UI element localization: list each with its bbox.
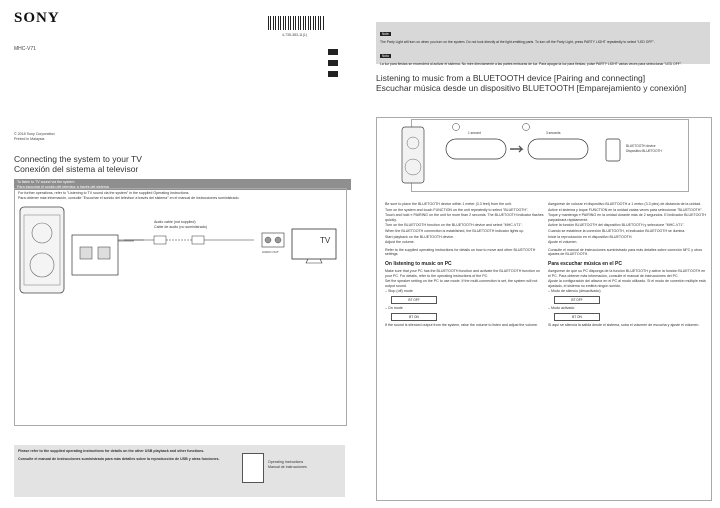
more-info-text: Please refer to the supplied operating instructions for details on the other USB playback and other functions. Consulte el manual de instrucciones suministrado para más detalles sobre la reproducción de USB y otras funciones. bbox=[18, 449, 220, 461]
warning-text-es: La luz para fiestas se encenderá al activar el sistema. No mire directamente a las partes emisoras de luz. Para apagar la luz para fiestas, pulse PARTY LIGHT varias veces para seleccionar "LED OFF". bbox=[380, 62, 682, 67]
connection-diagram bbox=[14, 205, 345, 295]
model-number: MHC-V71 bbox=[14, 46, 36, 52]
book-icon bbox=[242, 453, 264, 483]
tv-port-label: AUDIO OUT bbox=[262, 250, 279, 254]
display-readout: BT ON bbox=[391, 313, 437, 321]
cable-plug bbox=[154, 236, 166, 244]
step-item: Toque y mantenga ≡ PAIRING en la unidad durante más de 2 segundos. El indicador BLUETOOTH parpadeará rápidamente. bbox=[548, 213, 706, 222]
bluetooth-heading bbox=[376, 73, 710, 93]
step-item: Start playback on the BLUETOOTH device. bbox=[385, 234, 455, 239]
cable-label-es: Cable de audio (no suministrado) bbox=[154, 225, 207, 229]
device-label-en: BLUETOOTH device bbox=[626, 144, 656, 148]
step-item: Adjust the volume. bbox=[385, 240, 415, 245]
bluetooth-title-en: Listening to music from a BLUETOOTH device [Pairing and connecting] bbox=[376, 73, 646, 83]
step-item: Cuando se establece la conexión BLUETOOTH, el indicador BLUETOOTH se ilumina. bbox=[548, 228, 686, 233]
smartphone-icon bbox=[606, 139, 620, 161]
language-badge bbox=[328, 49, 338, 55]
connect-section-bar: To listen to TV sound via the system Para escuchar el sonido del televisor a través del sistema bbox=[14, 179, 351, 190]
pc-heading-es: Para escuchar música en el PC bbox=[548, 260, 622, 267]
step-item: Touch and hold ≡ PAIRING on the unit for more than 2 seconds. The BLUETOOTH indicator flashes quickly. bbox=[385, 213, 544, 222]
pairing-diagram bbox=[376, 117, 710, 197]
connect-title-en: Connecting the system to your TV bbox=[14, 154, 142, 164]
device-label-es: Dispositivo BLUETOOTH bbox=[626, 149, 662, 153]
note-tag-en: Note bbox=[382, 32, 389, 36]
speaker-unit-illustration bbox=[20, 207, 64, 293]
step-2-duration: 3 seconds bbox=[546, 131, 561, 135]
step-item: When the BLUETOOTH connection is established, the BLUETOOTH indicator lights up. bbox=[385, 228, 525, 233]
language-badges bbox=[328, 49, 338, 82]
display-readout: BT ON bbox=[554, 313, 600, 321]
party-light-warning bbox=[376, 22, 710, 67]
connect-title-es: Conexión del sistema al televisor bbox=[14, 164, 139, 174]
step-2-marker bbox=[523, 124, 530, 131]
speaker-unit-illustration bbox=[402, 127, 424, 183]
connect-instructions: For further operations, refer to "Listening to TV sound via the system" in the supplied Operating Instructions. Para obtener más información, consulte "Escuchar el sonido del televisor a través del sistema" en el manual de instrucciones suministrado. bbox=[18, 191, 240, 200]
display-readout: BT OFF bbox=[391, 296, 437, 304]
note-tag-es: Nota bbox=[382, 54, 389, 59]
step-item: Turn on the BLUETOOTH function on the BLUETOOTH device and select "MHC-V71". bbox=[385, 223, 523, 228]
cable-label-en: Audio cable (not supplied) bbox=[154, 220, 196, 224]
rear-panel-closeup bbox=[72, 235, 118, 275]
bluetooth-instructions-en: Be sure to place the BLUETOOTH device within 1 meter (3.3 feet) from the unit. Turn on the system and touch FUNCTION on the unit repeatedly to select "BLUETOOTH". Touch and hold ≡ PAIRING on the unit for more than 2 seconds. The BLUETOOTH indicator flashes quickly. Turn on the BLUETOOTH function on the BLUETOOTH device and select "MHC-V71". When the BLUETOOTH connection is established, the BLUETOOTH indicator lights up. Start playback on the BLUETOOTH device. Adjust the volume. Refer to the supplied operating instructions for details on how to move and other BLUETOOTH settings. On listening to music on PC Make sure that your PC has the BLUETOOTH function and activate the BLUETOOTH function on your PC. For details, refer to the operating instructions of the PC. Set the speaker setting on the PC to use mode. If the multi-connection is set, the system will not output sound. – Stop (off) mode BT OFF – On mode BT ON If the sound is silenced output from the system, raise the volume to listen and adjust the volume. bbox=[385, 202, 544, 327]
arrow-icon bbox=[510, 146, 522, 152]
step-item: Ajuste el volumen. bbox=[548, 240, 578, 245]
tv-label: TV bbox=[320, 236, 331, 245]
step-item: Active la función BLUETOOTH del dispositivo BLUETOOTH y seleccione "MHC-V71". bbox=[548, 223, 685, 228]
bluetooth-title-es: Escuchar música desde un dispositivo BLUETOOTH [Emparejamiento y conexión] bbox=[376, 83, 687, 93]
language-badge bbox=[328, 71, 338, 77]
operating-instructions-label: Operating Instructions Manual de instrucciones bbox=[268, 460, 307, 469]
function-button-closeup bbox=[446, 139, 506, 159]
part-number: 4-735-383-11(1) bbox=[282, 33, 308, 37]
step-1-duration: 1 second bbox=[468, 131, 481, 135]
step-item: Inicie la reproducción en el dispositivo BLUETOOTH. bbox=[548, 234, 633, 239]
display-readout: BT OFF bbox=[554, 296, 600, 304]
pc-heading-en: On listening to music on PC bbox=[385, 260, 452, 267]
language-badge bbox=[328, 60, 338, 66]
sony-logo: SONY bbox=[14, 10, 60, 26]
copyright: © 2018 Sony Corporation Printed in Malaysia bbox=[14, 132, 55, 141]
bluetooth-instructions-es: Asegúrese de colocar el dispositivo BLUETOOTH a 1 metro (3.3 pies) de distancia de la unidad. Active el sistema y toque FUNCTION en la unidad varias veces para seleccionar "BLUETOOTH". Toque y mantenga ≡ PAIRING en la unidad durante más de 2 segundos. El indicador BLUETOOTH parpadeará rápidamente. Active la función BLUETOOTH del dispositivo BLUETOOTH y seleccione "MHC-V71". Cuando se establece la conexión BLUETOOTH, el indicador BLUETOOTH se ilumina. Inicie la reproducción en el dispositivo BLUETOOTH. Ajuste el volumen. Consulte el manual de instrucciones suministrado para más detalles sobre conexión NFC y otros ajustes de BLUETOOTH. Para escuchar música en el PC Asegúrese de que su PC disponga de la función BLUETOOTH y active la función BLUETOOTH en el PC. Para obtener más información, consulte el manual de instrucciones del PC. Ajuste la configuración del altavoz en el PC al modo utilizado. Si el modo de conexión múltiple está ajustado, el sistema no emitirá ningún sonido. – Modo de silencio (desactivado) BT OFF – Modo activado BT ON Si aquí se silencia la salida desde el sistema, suba el volumen de escucha y ajuste el volumen. bbox=[548, 202, 708, 328]
cable-plug bbox=[192, 236, 204, 244]
pairing-button-closeup bbox=[528, 139, 588, 159]
barcode bbox=[268, 16, 324, 30]
step-item: Turn on the system and touch FUNCTION on the unit repeatedly to select "BLUETOOTH". bbox=[385, 207, 529, 212]
step-1-marker bbox=[453, 124, 460, 131]
connect-heading bbox=[14, 154, 142, 174]
step-item: Active el sistema y toque FUNCTION en la unidad varias veces para seleccionar "BLUETOOTH". bbox=[548, 207, 703, 212]
warning-text-en: The Party Light will turn on when you turn on the system. Do not look directly at the light-emitting parts. To turn off the Party Light, press PARTY LIGHT repeatedly to select "LED OFF". bbox=[380, 40, 655, 44]
